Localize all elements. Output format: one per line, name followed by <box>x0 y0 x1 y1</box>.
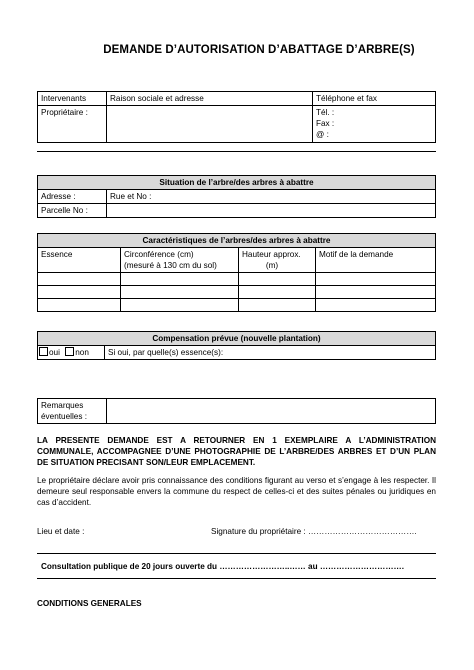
oui-checkbox[interactable] <box>39 347 48 356</box>
proprietaire-address-field[interactable] <box>107 106 313 143</box>
circonference-cell[interactable] <box>121 286 239 299</box>
tel-label: Tél. : <box>316 108 335 117</box>
col-circonference-header <box>121 248 239 273</box>
caracteristiques-table <box>37 233 436 312</box>
remarques-field[interactable] <box>107 399 436 424</box>
hauteur-line2: (m) <box>265 261 279 270</box>
non-checkbox[interactable] <box>65 347 74 356</box>
col-motif-header: Motif de la demande <box>316 248 436 273</box>
parcelle-label: Parcelle No : <box>38 204 107 218</box>
essence-compensation-field[interactable] <box>105 346 436 360</box>
remarques-line2: éventuelles : <box>41 412 87 421</box>
circonference-cell[interactable] <box>121 273 239 286</box>
page-title: DEMANDE D’AUTORISATION D’ABATTAGE D’ARBRE(S) <box>103 44 415 56</box>
fax-label: Fax : <box>316 119 335 128</box>
si-oui-label: Si oui, par quelle(s) essence(s): <box>108 348 224 357</box>
circonference-line2: (mesuré à 130 cm du sol) <box>124 261 217 270</box>
remarques-table <box>37 398 436 424</box>
non-label: non <box>75 348 89 357</box>
notice-bold: LA PRESENTE DEMANDE EST A RETOURNER EN 1 EXEMPLAIRE A L’ADMINISTRATION COMMUNALE, ACCOMPAGNEE D’UNE PHOTOGRAPHIE DE L’ARBRE/DES ARBRES ET D’UN PLAN DE SITUATION PRECISANT SON/LEUR EMPLACEMENT. <box>37 436 436 467</box>
essence-cell[interactable] <box>38 299 121 312</box>
divider-3 <box>37 578 436 579</box>
divider-1 <box>37 151 436 152</box>
compensation-header: Compensation prévue (nouvelle plantation) <box>38 332 436 346</box>
intervenants-table <box>37 91 436 143</box>
parcelle-field[interactable] <box>107 204 436 218</box>
table-row <box>38 273 436 286</box>
proprietaire-label: Propriétaire : <box>38 106 107 143</box>
situation-table <box>37 175 436 218</box>
caracteristiques-header: Caractéristiques de l’arbres/des arbres à abattre <box>38 234 436 248</box>
compensation-table <box>37 331 436 360</box>
lieu-date-label: Lieu et date : <box>37 527 85 536</box>
essence-cell[interactable] <box>38 286 121 299</box>
remarques-label <box>38 399 107 424</box>
col-intervenants-header: Intervenants <box>38 92 107 106</box>
essence-cell[interactable] <box>38 273 121 286</box>
table-row <box>38 299 436 312</box>
col-essence-header: Essence <box>38 248 121 273</box>
oui-non-cell <box>38 346 105 360</box>
conditions-heading: CONDITIONS GENERALES <box>37 599 142 608</box>
motif-cell[interactable] <box>316 286 436 299</box>
col-telephone-header: Téléphone et fax <box>313 92 436 106</box>
rue-label: Rue et No : <box>110 192 152 201</box>
circonference-line1: Circonférence (cm) <box>124 250 194 259</box>
col-raison-header: Raison sociale et adresse <box>107 92 313 106</box>
adresse-label: Adresse : <box>38 190 107 204</box>
hauteur-line1: Hauteur approx. <box>242 250 301 259</box>
proprietaire-contact-field[interactable] <box>313 106 436 143</box>
motif-cell[interactable] <box>316 273 436 286</box>
motif-cell[interactable] <box>316 299 436 312</box>
hauteur-cell[interactable] <box>239 299 316 312</box>
table-row <box>38 286 436 299</box>
col-hauteur-header <box>239 248 316 273</box>
rue-field[interactable] <box>107 190 436 204</box>
notice-text: Le propriétaire déclare avoir pris connaissance des conditions figurant au verso et s’engage à les respecter. Il demeure seul responsable envers la commune du respect de celles-ci et des suites pénales ou juridiques en cas d’accident. <box>37 476 436 507</box>
hauteur-cell[interactable] <box>239 286 316 299</box>
consultation-text: Consultation publique de 20 jours ouverte du ……………………..…… au …………………………. <box>41 562 404 571</box>
hauteur-cell[interactable] <box>239 273 316 286</box>
divider-2 <box>37 553 436 554</box>
circonference-cell[interactable] <box>121 299 239 312</box>
situation-header: Situation de l’arbre/des arbres à abattre <box>38 176 436 190</box>
email-label: @ : <box>316 130 329 139</box>
oui-label: oui <box>49 348 60 357</box>
remarques-line1: Remarques <box>41 401 84 410</box>
signature-label: Signature du propriétaire : …………………………………. <box>211 527 417 536</box>
